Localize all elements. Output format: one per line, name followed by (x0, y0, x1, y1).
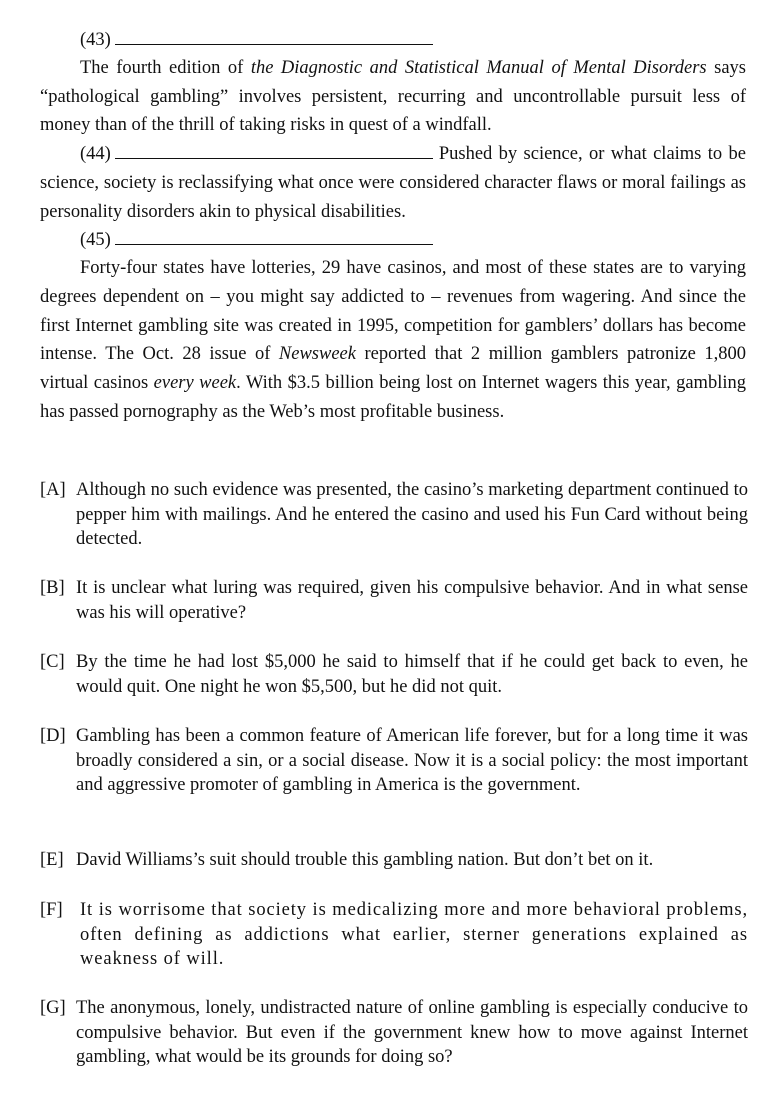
option-text: David Williams’s suit should trouble this gambling nation. But don’t bet on it. (76, 850, 654, 870)
blank-number: (45) (80, 230, 111, 251)
option-text: It is worrisome that society is medicalizing more and more behavioral problems, often defining as addictions what earlier, sterner generations explained as weakness of will. (80, 900, 748, 970)
paragraph-text: Pushed by science, or what claims to be science, society is reclassifying what once were considered character flaws or moral failings as personality disorders akin to physical disabilities. (40, 144, 746, 222)
blank-number: (44) (80, 144, 111, 165)
paragraph-text: The fourth edition of (80, 58, 251, 78)
paragraph-text: . With $3.5 billion being lost on Internet wagers this year, gambling has passed pornography as the Web’s most profitable business. (40, 373, 746, 422)
option-g (40, 996, 748, 1070)
option-e (40, 848, 748, 873)
answer-line (115, 43, 433, 45)
option-text: By the time he had lost $5,000 he said to himself that if he could get back to even, he would quit. One night he won $5,500, but he did not quit. (76, 652, 748, 697)
option-label: [B] (40, 578, 65, 598)
paragraph-text: Forty-four states have lotteries, 29 have casinos, and most of these states are to varying degrees dependent on – you might say addicted to – revenues from wagering. And since the first Internet gambling site was created in 1995, competition for gamblers’ dollars has become intense. The Oct. 28 issue of (40, 258, 746, 365)
blank-43 (80, 26, 746, 54)
option-c (40, 650, 748, 699)
option-label: [F] (40, 900, 63, 920)
blank-45 (80, 226, 746, 254)
option-text: Gambling has been a common feature of American life forever, but for a long time it was broadly considered a sin, or a social disease. Now it is a social policy: the most important and aggressive promoter of gambling in America is the government. (76, 726, 748, 796)
option-text: It is unclear what luring was required, given his compulsive behavior. And in what sense was his will operative? (76, 578, 748, 623)
book-title: the Diagnostic and Statistical Manual of Mental Disorders (250, 58, 707, 78)
option-text: Although no such evidence was presented, the casino’s marketing department continued to pepper him with mailings. And he entered the casino and used his Fun Card without being detected. (76, 480, 748, 550)
paragraph-3 (40, 254, 746, 426)
option-label: [G] (40, 998, 66, 1018)
paragraph-text: reported that 2 million gamblers patronize 1,800 virtual casinos (40, 344, 746, 394)
answer-line (115, 157, 433, 159)
option-label: [C] (40, 652, 65, 672)
option-f (40, 898, 748, 972)
answer-line (115, 243, 433, 245)
option-a (40, 478, 748, 552)
option-text: The anonymous, lonely, undistracted nature of online gambling is especially conducive to compulsive behavior. But even if the government knew how to move against Internet gambling, what would be its grounds for doing so? (76, 998, 748, 1068)
option-label: [D] (40, 726, 66, 746)
emphasis-text: every week (153, 373, 237, 394)
option-label: [A] (40, 480, 66, 500)
option-d (40, 724, 748, 798)
paragraph-text: says “pathological gambling” involves persistent, recurring and uncontrollable pursuit less of money than of the thrill of taking risks in quest of a windfall. (40, 58, 746, 136)
paragraph-2 (40, 140, 746, 226)
magazine-title: Newsweek (278, 344, 356, 365)
option-b (40, 576, 748, 625)
blank-number: (43) (80, 30, 111, 50)
passage (40, 26, 746, 426)
option-label: [E] (40, 850, 64, 870)
paragraph-1 (40, 54, 746, 140)
